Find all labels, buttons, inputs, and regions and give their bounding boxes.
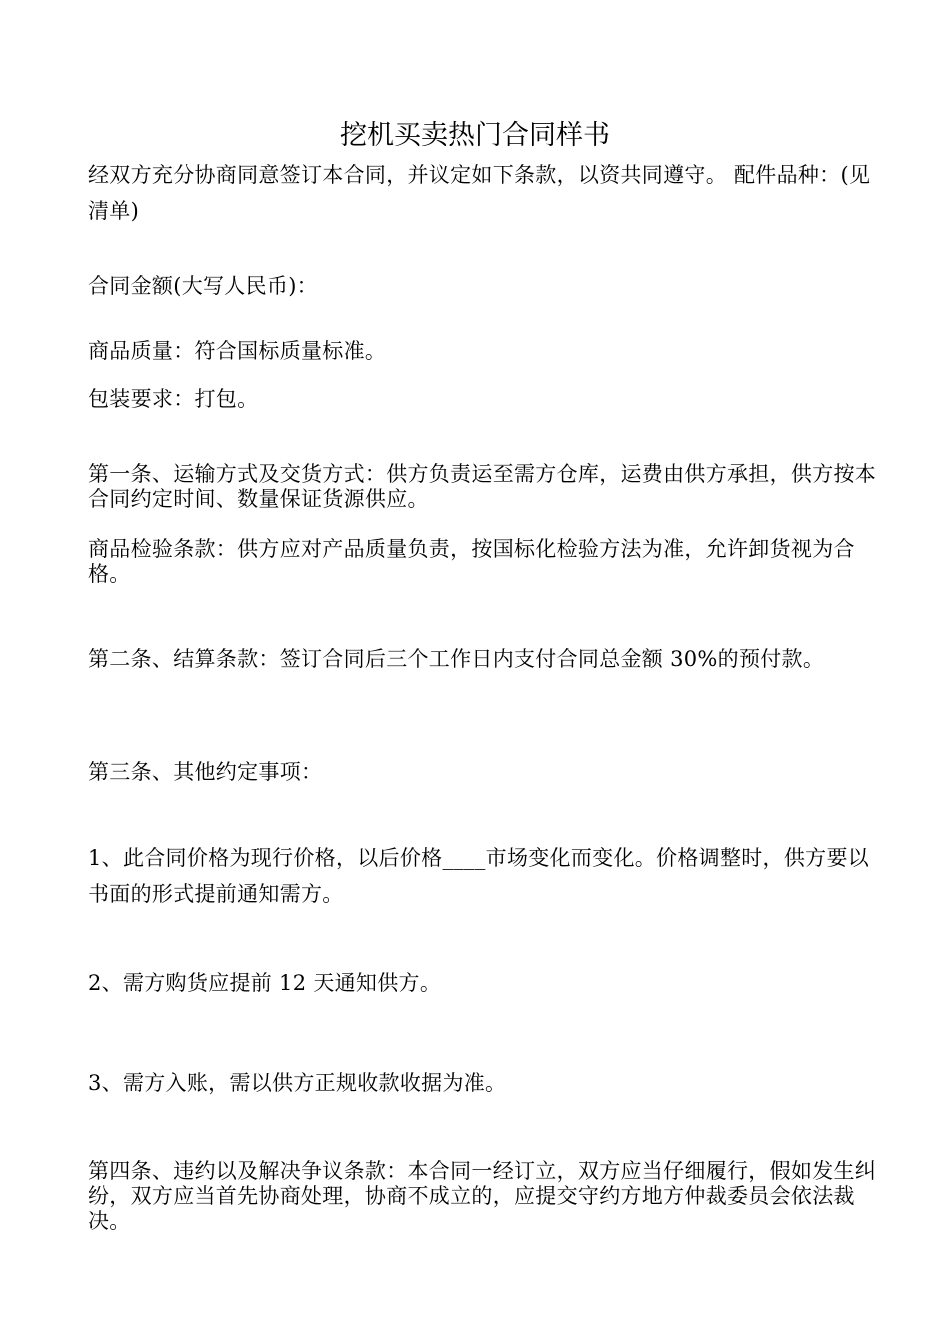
paragraph-item-1: 1、此合同价格为现行价格，以后价格____市场变化而变化。价格调整时，供方要以书面的形式提前通知需方。 bbox=[88, 846, 870, 906]
paragraph-article-1: 第一条、运输方式及交货方式：供方负责运至需方仓库，运费由供方承担，供方按本合同约定时间、数量保证货源供应。 bbox=[88, 462, 877, 511]
paragraph-item-3: 3、需方入账，需以供方正规收款收据为准。 bbox=[88, 1071, 507, 1095]
paragraph-intro: 经双方充分协商同意签订本合同，并议定如下条款，以资共同遵守。 配件品种：(见清单) bbox=[88, 163, 871, 223]
paragraph-item-2: 2、需方购货应提前 12 天通知供方。 bbox=[88, 971, 442, 995]
paragraph-quality: 商品质量：符合国标质量标准。 bbox=[88, 339, 387, 363]
paragraph-contract-amount: 合同金额(大写人民币)： bbox=[88, 274, 318, 298]
paragraph-inspection: 商品检验条款：供方应对产品质量负责，按国标化检验方法为准，允许卸货视为合格。 bbox=[88, 537, 855, 586]
paragraph-packaging: 包装要求：打包。 bbox=[88, 387, 259, 411]
paragraph-article-2: 第二条、结算条款：签订合同后三个工作日内支付合同总金额 30%的预付款。 bbox=[88, 647, 825, 671]
paragraph-article-3: 第三条、其他约定事项： bbox=[88, 760, 323, 784]
paragraph-article-4: 第四条、违约以及解决争议条款：本合同一经订立，双方应当仔细履行，假如发生纠纷，双方应当首先协商处理，协商不成立的，应提交守约方地方仲裁委员会依法裁决。 bbox=[88, 1159, 877, 1233]
document-title: 挖机买卖热门合同样书 bbox=[340, 120, 610, 151]
